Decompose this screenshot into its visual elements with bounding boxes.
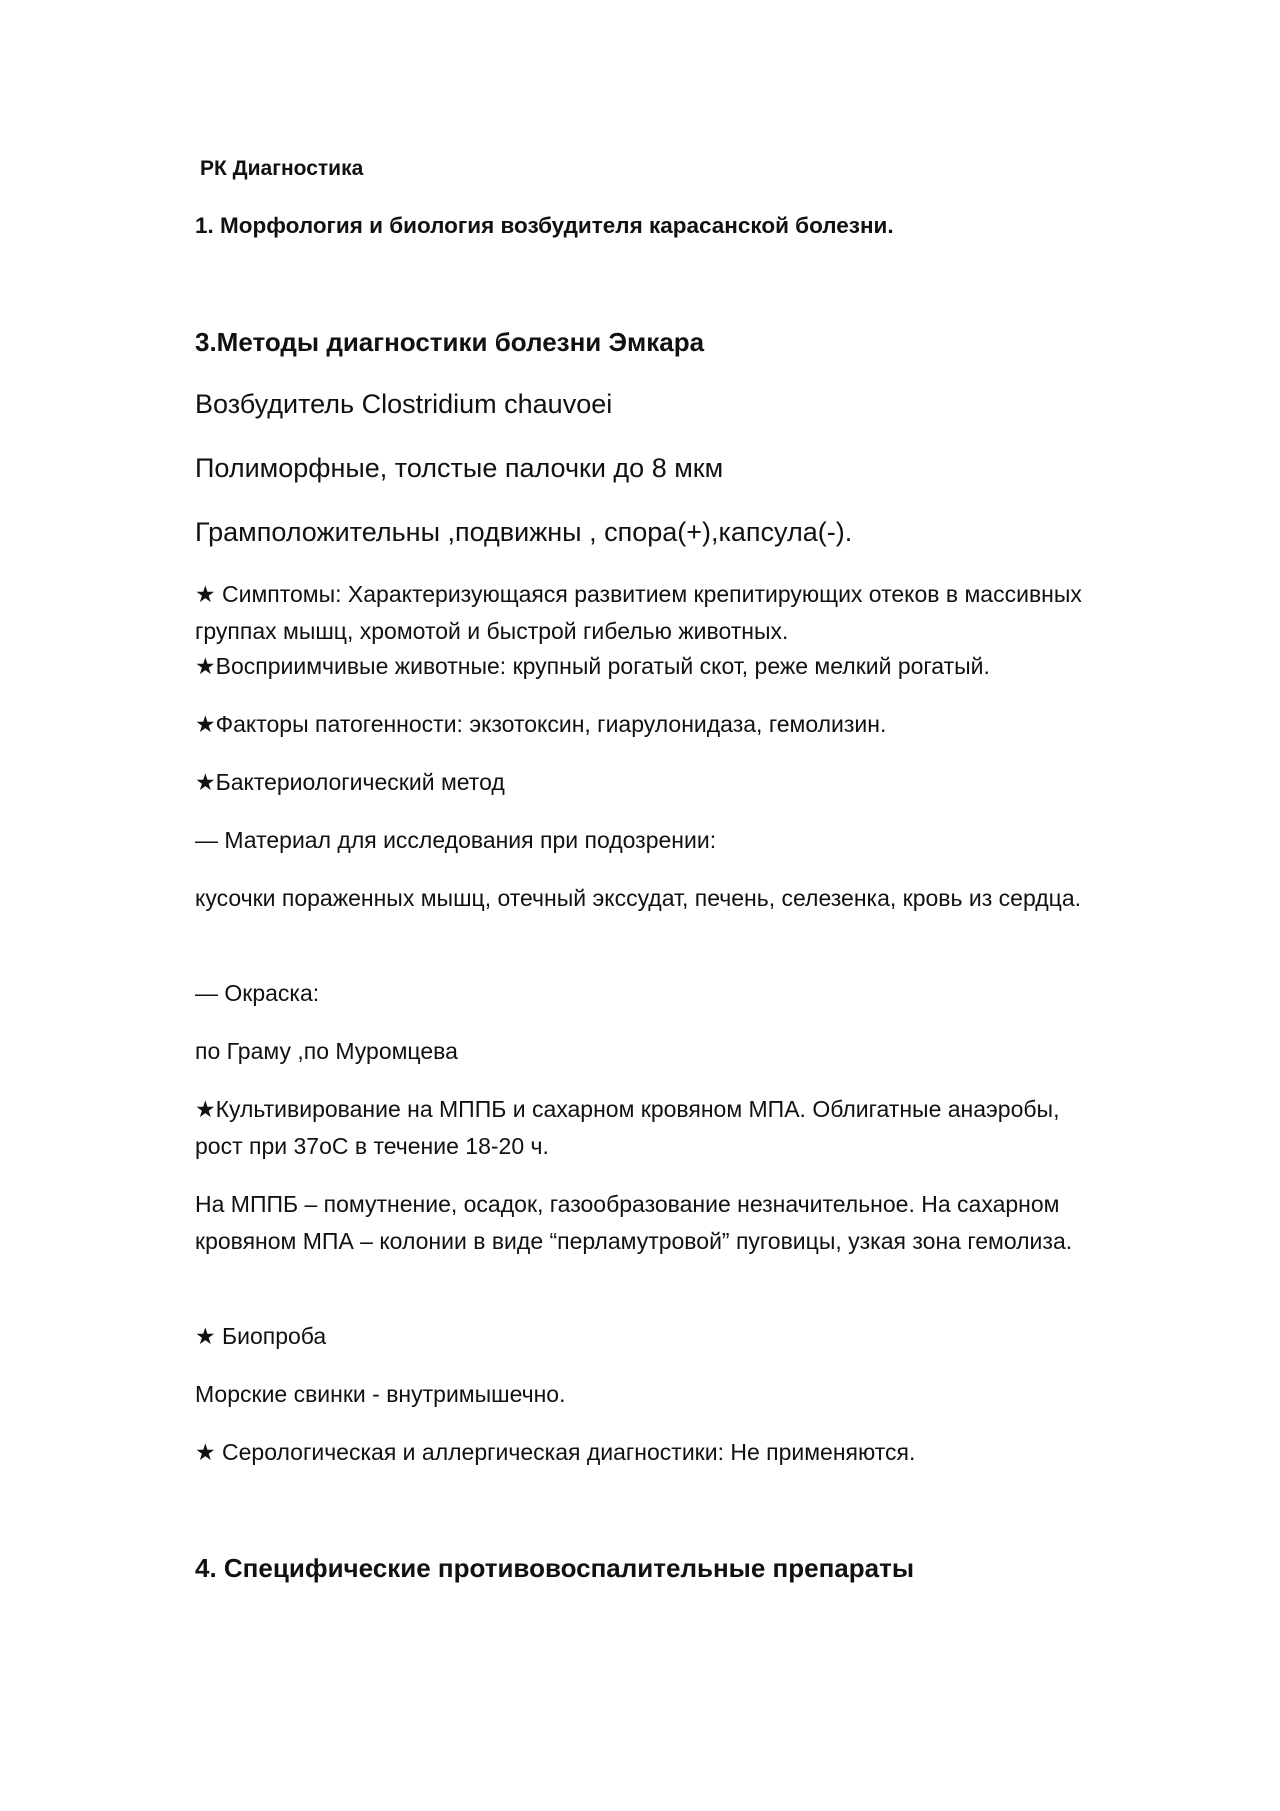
bioassay-heading: ★ Биопроба <box>195 1323 327 1349</box>
question-4-heading: 4. Специфические противовоспалительные препараты <box>195 1553 915 1583</box>
material-heading: — Материал для исследования при подозрении: <box>195 827 717 853</box>
pathogenicity-factors: ★Факторы патогенности: экзотоксин, гиарулонидаза, гемолизин. <box>195 711 887 737</box>
properties-line: Грамположительны ,подвижны , спора(+),капсула(-). <box>195 517 853 547</box>
question-1-heading: 1. Морфология и биология возбудителя карасанской болезни. <box>195 213 894 238</box>
stain-heading: — Окраска: <box>195 980 320 1006</box>
question-3-heading: 3.Методы диагностики болезни Эмкара <box>195 327 705 357</box>
page-label: РК Диагностика <box>200 157 364 180</box>
susceptible-animals: ★Восприимчивые животные: крупный рогатый скот, реже мелкий рогатый. <box>195 653 990 679</box>
symptoms-paragraph: ★ Симптомы: Характеризующаяся развитием крепитирующих отеков в массивных группах мышц, хромотой и быстрой гибелью животных. <box>195 581 1082 644</box>
morphology-line: Полиморфные, толстые палочки до 8 мкм <box>195 453 724 483</box>
pathogen-line: Возбудитель Clostridium chauvoei <box>195 389 613 419</box>
bacteriological-method: ★Бактериологический метод <box>195 769 505 795</box>
bioassay-text: Морские свинки - внутримышечно. <box>195 1381 566 1407</box>
growth-paragraph: На МППБ – помутнение, осадок, газообразование незначительное. На сахарном кровяном МПА – колонии в виде “перламутровой” пуговицы, узкая зона гемолиза. <box>195 1191 1073 1254</box>
stain-methods: по Граму ,по Муромцева <box>195 1038 458 1064</box>
cultivation-paragraph: ★Культивирование на МППБ и сахарном кровяном МПА. Облигатные анаэробы, рост при 37оС в течение 18-20 ч. <box>195 1096 1060 1159</box>
serology-text: ★ Серологическая и аллергическая диагностики: Не применяются. <box>195 1439 916 1465</box>
material-paragraph: кусочки пораженных мышц, отечный экссудат, печень, селезенка, кровь из сердца. <box>195 885 1082 911</box>
